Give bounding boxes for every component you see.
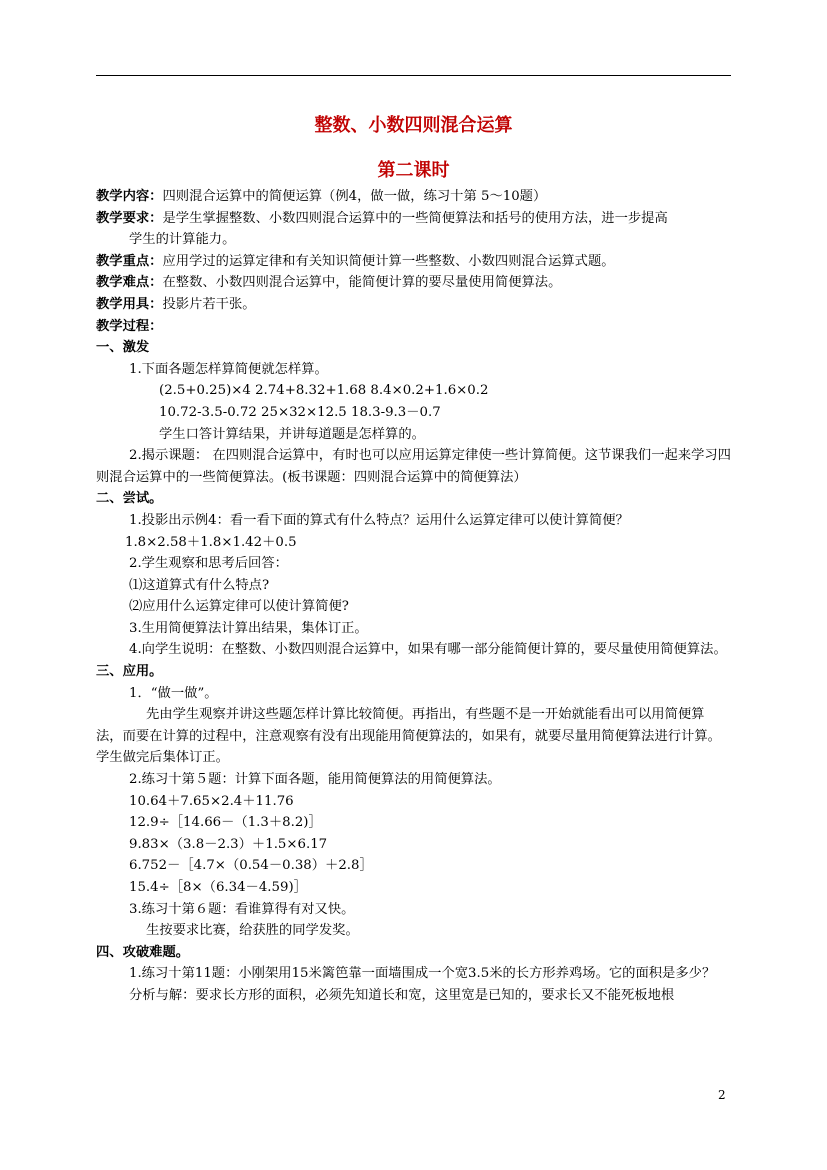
expression-line: 6.752－［4.7×（0.54－0.38）＋2.8］ <box>129 858 373 874</box>
section-heading: 一、激发 <box>96 340 150 356</box>
expression-line: 9.83×（3.8－2.3）＋1.5×6.17 <box>129 836 328 852</box>
field-label: 教学用具： <box>96 296 163 312</box>
field-requirement <box>96 208 731 230</box>
paragraph: 生按要求比赛，给获胜的同学发奖。 <box>146 923 359 939</box>
paragraph: 分析与解：要求长方形的面积，必须先知道长和宽，这里宽是已知的，要求长又不能死板地根 <box>129 987 675 1003</box>
section-heading: 四、攻破难题。 <box>96 944 190 960</box>
paragraph: 1.下面各题怎样算简便就怎样算。 <box>129 361 328 377</box>
paragraph: 3.生用简便算法计算出结果，集体订正。 <box>129 620 368 636</box>
paragraph: 1．“做一做”。 <box>129 685 218 701</box>
expression-line: 12.9÷［14.66－（1.3＋8.2)］ <box>129 815 322 831</box>
paragraph: 2.揭示课题： 在四则混合运算中，有时也可以应用运算定律使一些计算简便。这节课我们一起来学习四则混合运算中的一些简便算法。(板书课题：四则混合运算中的简便算法） <box>96 448 731 485</box>
field-label: 教学难点： <box>96 275 163 291</box>
expression-line: (2.5+0.25)×4 2.74+8.32+1.68 8.4×0.2+1.6×0.2 <box>159 383 489 399</box>
field-content <box>96 186 731 208</box>
expression-line: 10.72-3.5-0.72 25×32×12.5 18.3-9.3－0.7 <box>159 404 441 420</box>
paragraph: 2.练习十第５题：计算下面各题，能用简便算法的用简便算法。 <box>129 772 501 788</box>
paragraph: 先由学生观察并讲这些题怎样计算比较简便。再指出，有些题不是一开始就能看出可以用简便算法，而要在计算的过程中，注意观察有没有出现能用简便算法的，如果有，就要尽量用简便算法进行计算。学生做完后集体订正。 <box>96 707 721 766</box>
list-item: ⑵应用什么运算定律可以使计算简便? <box>129 599 349 615</box>
page-number: 2 <box>718 1088 726 1102</box>
field-difficulty <box>96 272 731 294</box>
document-body <box>96 186 731 1007</box>
field-label: 教学要求： <box>96 210 163 226</box>
section-heading: 二、尝试。 <box>96 491 163 507</box>
paragraph: 4.向学生说明：在整数、小数四则混合运算中，如果有哪一部分能简便计算的，要尽量使用简便算法。 <box>129 642 727 658</box>
field-value: 投影片若干张。 <box>162 296 256 312</box>
document-title: 整数、小数四则混合运算 <box>314 115 513 136</box>
field-process: 教学过程： <box>96 318 163 334</box>
paragraph: 学生口答计算结果，并讲每道题是怎样算的。 <box>159 426 425 442</box>
paragraph: 2.学生观察和思考后回答： <box>129 556 288 572</box>
paragraph: 3.练习十第６题：看谁算得有对又快。 <box>129 901 355 917</box>
field-key-point <box>96 251 731 273</box>
field-value: 应用学过的运算定律和有关知识简便计算一些整数、小数四则混合运算式题。 <box>162 253 615 269</box>
document-subtitle: 第二课时 <box>377 160 450 181</box>
expression-line: 15.4÷［8×（6.34－4.59)］ <box>129 880 307 895</box>
section-heading: 三、应用。 <box>96 664 163 680</box>
field-label: 教学重点： <box>96 253 163 269</box>
paragraph: 1.投影出示例4：看一看下面的算式有什么特点？运用什么运算定律可以使计算简便？ <box>129 512 629 528</box>
field-requirement-continued: 学生的计算能力。 <box>129 232 236 248</box>
field-value: 在整数、小数四则混合运算中，能简便计算的要尽量使用简便算法。 <box>162 275 562 291</box>
field-value: 四则混合运算中的简便运算（例4，做一做，练习十第 5～10题） <box>162 189 547 204</box>
header-rule <box>96 75 731 76</box>
field-value: 是学生掌握整数、小数四则混合运算中的一些简便算法和括号的使用方法，进一步提高 <box>162 210 668 226</box>
expression-line: 10.64＋7.65×2.4＋11.76 <box>129 793 294 809</box>
paragraph: 1.练习十第11题：小刚架用15米篱笆靠一面墙围成一个宽3.5米的长方形养鸡场。它的面积是多少？ <box>129 966 716 982</box>
list-item: ⑴这道算式有什么特点? <box>129 577 270 593</box>
field-tools <box>96 294 731 316</box>
expression-line: 1.8×2.58＋1.8×1.42＋0.5 <box>125 534 297 550</box>
field-label: 教学内容： <box>96 189 163 204</box>
